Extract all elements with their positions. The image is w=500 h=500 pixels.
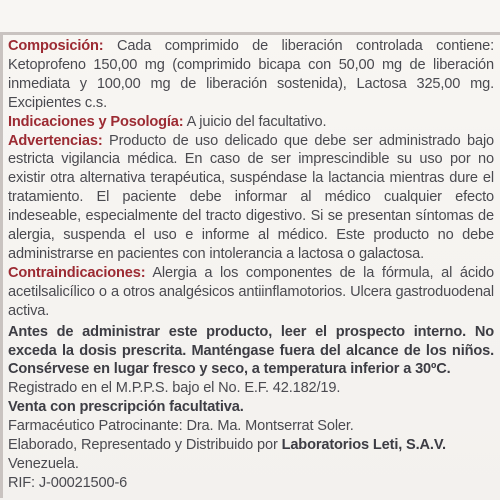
- manufacturer-company: Laboratorios Leti, S.A.V.: [281, 437, 446, 454]
- warnings-text: Producto de uso delicado que debe ser administrado bajo estricta vigilancia médica. En caso de ser imprescindible su uso por no existir otra alternativa terapéutica, suspéndase la lactancia mientras dure el tratamiento. El paciente debe informar al médico cualquier efecto indeseable, especialmente del tracto digestivo. Si se presentan síntomas de alergia, suspenda el uso e informe al médico. Este producto no debe administrarse en pacientes con intolerancia a lactosa o galactosa.: [8, 132, 495, 262]
- manufacturer-line: [8, 436, 494, 474]
- manufacturer-prefix: Elaborado, Representado y Distribuido por: [8, 437, 278, 454]
- contraindications-text: Alergia a los componentes de la fórmula, al ácido acetilsalicílico o a otros analgésicos antiinflamotorios. Ulcera gastroduodenal activa.: [8, 264, 494, 319]
- registration-number: Registrado en el M.P.P.S. bajo el No. E.F. 42.182/19.: [8, 380, 341, 397]
- sale-condition: Venta con prescripción facultativa.: [8, 399, 244, 416]
- sponsoring-pharmacist: Farmacéutico Patrocinante: Dra. Ma. Montserrat Soler.: [8, 418, 354, 435]
- warnings-paragraph: [8, 132, 494, 264]
- composition-text: Cada comprimido de liberación controlada contiene: Ketoprofeno 150,00 mg (comprimido bicapa con 50,00 mg de liberación inmediata y 100,00 mg de liberación sostenida), Lactosa 325,00 mg. Excipientes c.s.: [8, 38, 494, 111]
- manufacturer-country: Venezuela.: [8, 455, 79, 472]
- indications-text: A juicio del facultativo.: [186, 113, 327, 130]
- rif-number: RIF: J-00021500-6: [8, 474, 128, 491]
- indications-paragraph: [8, 113, 494, 132]
- composition-heading: Composición:: [8, 38, 104, 54]
- indications-heading: Indicaciones y Posología:: [8, 113, 184, 130]
- warnings-heading: Advertencias:: [8, 132, 103, 149]
- contraindications-paragraph: [8, 264, 494, 321]
- composition-paragraph: [8, 37, 494, 113]
- label-text-block: [8, 37, 494, 493]
- administration-notice: Antes de administrar este producto, leer el prospecto interno. No exceda la dosis prescrita. Manténgase fuera del alcance de los niños. Consérvese en lugar fresco y seco, a temperatura inferior a 30ºC.: [8, 323, 494, 378]
- contraindications-heading: Contraindicaciones:: [8, 264, 146, 281]
